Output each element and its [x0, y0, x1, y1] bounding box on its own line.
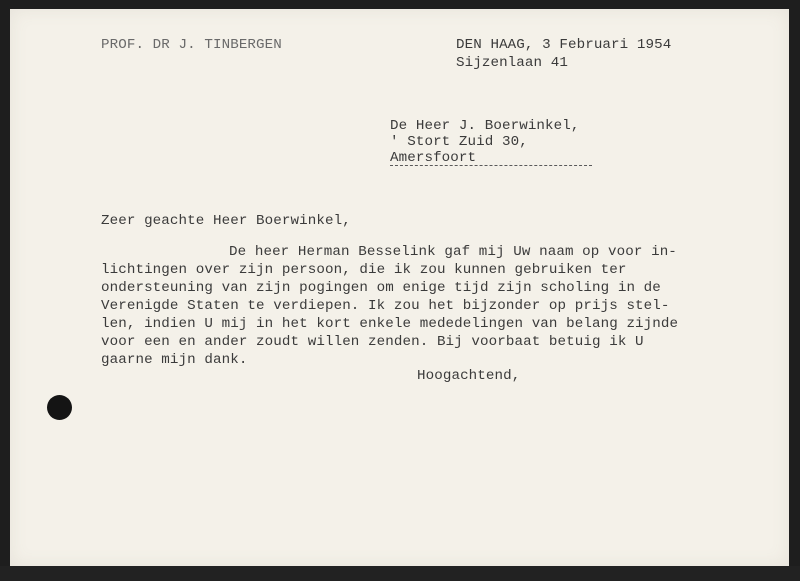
sender-address: Sijzenlaan 41	[456, 55, 568, 71]
recipient-city: Amersfoort	[390, 150, 477, 166]
body-line: De heer Herman Besselink gaf mij Uw naam op voor in-	[229, 244, 677, 260]
salutation: Zeer geachte Heer Boerwinkel,	[101, 213, 351, 229]
scan-bottom-edge	[0, 566, 800, 581]
closing: Hoogachtend,	[417, 368, 521, 384]
body-line: voor een en ander zoudt willen zenden. Bij voorbaat betuig ik U	[101, 334, 644, 350]
body-line: len, indien U mij in het kort enkele mededelingen van belang zijnde	[101, 316, 679, 332]
body-line: gaarne mijn dank.	[101, 352, 248, 368]
address-underline	[390, 165, 592, 166]
recipient-street: ' Stort Zuid 30,	[390, 134, 528, 150]
body-line: Verenigde Staten te verdiepen. Ik zou het bijzonder op prijs stel-	[101, 298, 670, 314]
punch-hole	[47, 395, 72, 420]
place-date: DEN HAAG, 3 Februari 1954	[456, 37, 672, 53]
body-line: lichtingen over zijn persoon, die ik zou kunnen gebruiken ter	[101, 262, 627, 278]
sender-name: PROF. DR J. TINBERGEN	[101, 37, 282, 53]
recipient-name: De Heer J. Boerwinkel,	[390, 118, 580, 134]
body-line: ondersteuning van zijn pogingen om enige tijd zijn scholing in de	[101, 280, 661, 296]
